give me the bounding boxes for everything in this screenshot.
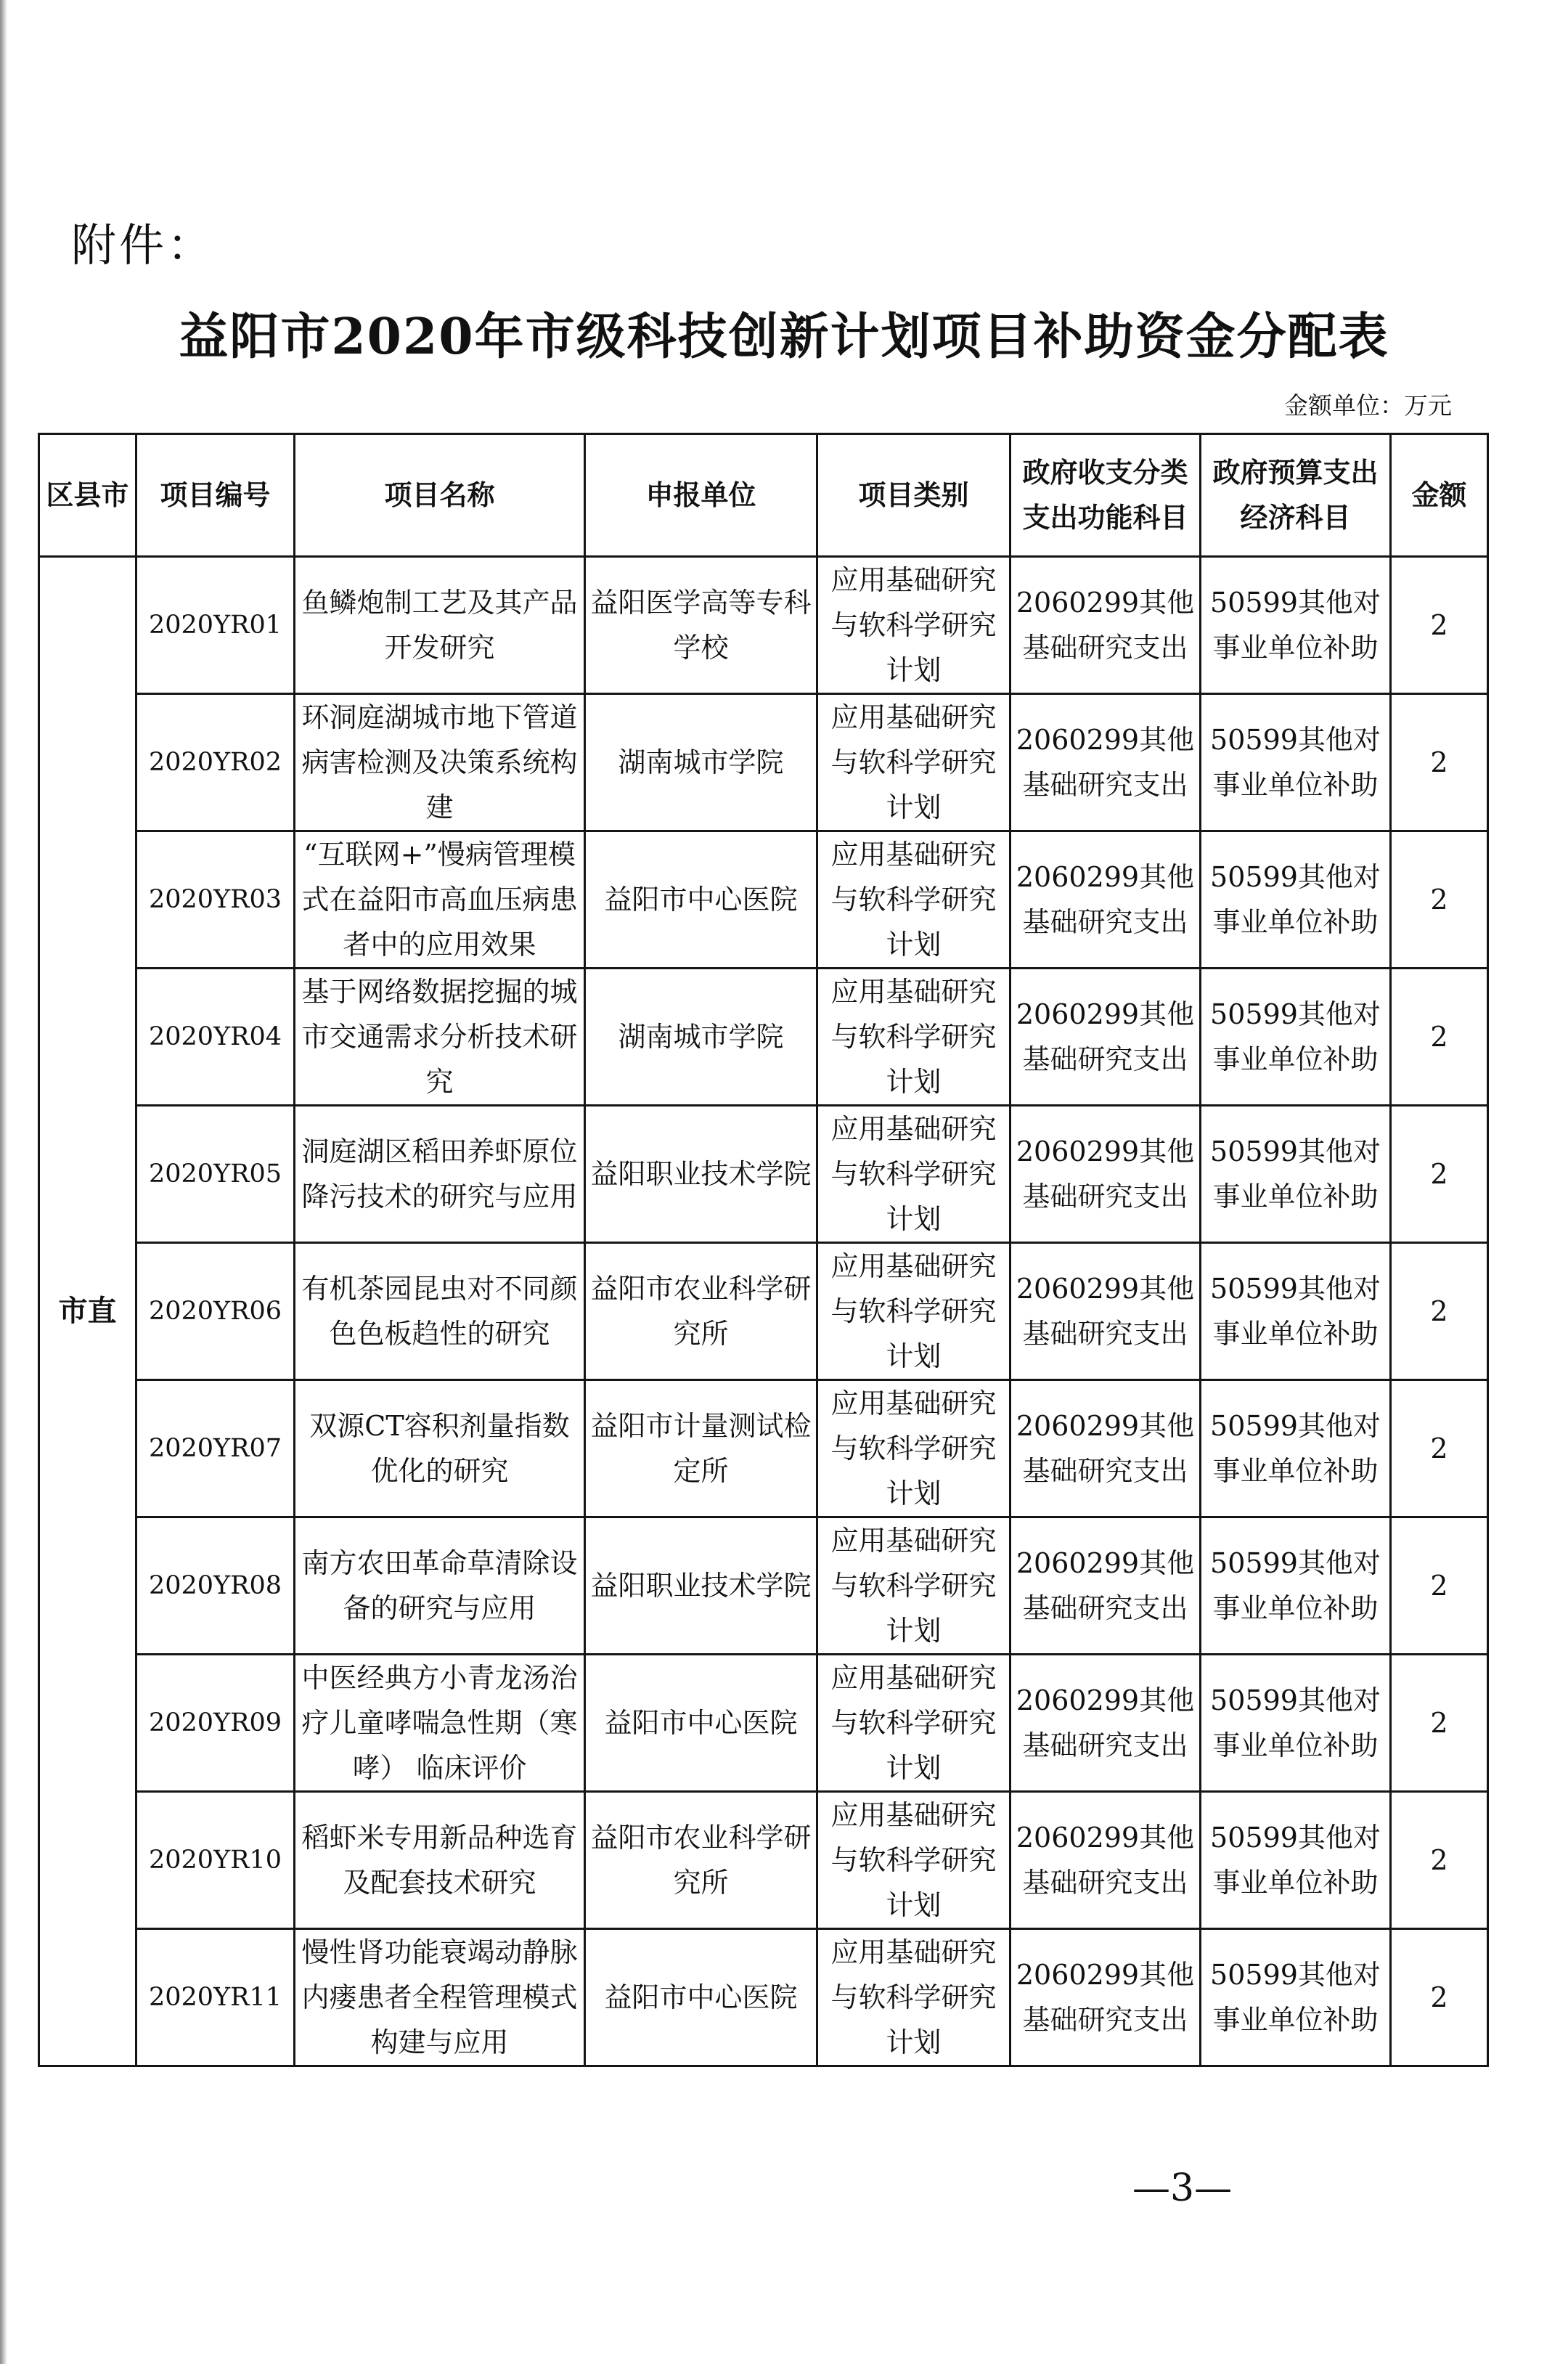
project-category-cell: 应用基础研究与软科学研究计划 — [817, 694, 1010, 831]
applicant-unit-cell: 益阳市计量测试检定所 — [585, 1380, 817, 1517]
function-subject-cell: 2060299其他基础研究支出 — [1010, 1106, 1201, 1243]
applicant-unit-cell: 益阳职业技术学院 — [585, 1106, 817, 1243]
project-category-cell: 应用基础研究与软科学研究计划 — [817, 1929, 1010, 2066]
allocation-table — [38, 433, 1489, 2067]
project-name-cell: 环洞庭湖城市地下管道病害检测及决策系统构建 — [295, 694, 585, 831]
page-title: 益阳市2020年市级科技创新计划项目补助资金分配表 — [179, 308, 1389, 366]
amount-cell: 2 — [1391, 1655, 1488, 1792]
table-row — [39, 1106, 1488, 1243]
economic-subject-cell: 50599其他对事业单位补助 — [1201, 969, 1391, 1106]
project-code-cell: 2020YR10 — [136, 1792, 295, 1929]
amount-cell: 2 — [1391, 969, 1488, 1106]
project-name-cell: 基于网络数据挖掘的城市交通需求分析技术研究 — [295, 969, 585, 1106]
economic-subject-cell: 50599其他对事业单位补助 — [1201, 1655, 1391, 1792]
applicant-unit-cell: 益阳市中心医院 — [585, 1929, 817, 2066]
function-subject-cell: 2060299其他基础研究支出 — [1010, 1243, 1201, 1380]
page-number: —3— — [1132, 2167, 1233, 2210]
function-subject-cell: 2060299其他基础研究支出 — [1010, 694, 1201, 831]
applicant-unit-cell: 益阳市中心医院 — [585, 831, 817, 969]
project-code-cell: 2020YR06 — [136, 1243, 295, 1380]
economic-subject-cell: 50599其他对事业单位补助 — [1201, 1517, 1391, 1655]
economic-subject-cell: 50599其他对事业单位补助 — [1201, 1106, 1391, 1243]
amount-cell: 2 — [1391, 1380, 1488, 1517]
project-category-cell: 应用基础研究与软科学研究计划 — [817, 831, 1010, 969]
function-subject-cell: 2060299其他基础研究支出 — [1010, 1929, 1201, 2066]
project-code-cell: 2020YR08 — [136, 1517, 295, 1655]
function-subject-cell: 2060299其他基础研究支出 — [1010, 1380, 1201, 1517]
economic-subject-cell: 50599其他对事业单位补助 — [1201, 1792, 1391, 1929]
economic-subject-cell: 50599其他对事业单位补助 — [1201, 1929, 1391, 2066]
applicant-unit-cell: 湖南城市学院 — [585, 969, 817, 1106]
project-category-cell: 应用基础研究与软科学研究计划 — [817, 1517, 1010, 1655]
amount-cell: 2 — [1391, 1929, 1488, 2066]
table-body — [39, 557, 1488, 2066]
attachment-label: 附件： — [71, 219, 216, 272]
column-header: 区县市 — [39, 434, 136, 557]
amount-cell: 2 — [1391, 831, 1488, 969]
project-category-cell: 应用基础研究与软科学研究计划 — [817, 1655, 1010, 1792]
function-subject-cell: 2060299其他基础研究支出 — [1010, 1655, 1201, 1792]
function-subject-cell: 2060299其他基础研究支出 — [1010, 1517, 1201, 1655]
project-code-cell: 2020YR11 — [136, 1929, 295, 2066]
table-header-row — [39, 434, 1488, 557]
column-header: 政府预算支出经济科目 — [1201, 434, 1391, 557]
project-code-cell: 2020YR01 — [136, 557, 295, 694]
function-subject-cell: 2060299其他基础研究支出 — [1010, 557, 1201, 694]
table-row — [39, 1655, 1488, 1792]
allocation-table-container — [38, 433, 1487, 2067]
project-code-cell: 2020YR02 — [136, 694, 295, 831]
economic-subject-cell: 50599其他对事业单位补助 — [1201, 694, 1391, 831]
project-category-cell: 应用基础研究与软科学研究计划 — [817, 1243, 1010, 1380]
project-code-cell: 2020YR03 — [136, 831, 295, 969]
applicant-unit-cell: 益阳医学高等专科学校 — [585, 557, 817, 694]
function-subject-cell: 2060299其他基础研究支出 — [1010, 969, 1201, 1106]
economic-subject-cell: 50599其他对事业单位补助 — [1201, 831, 1391, 969]
applicant-unit-cell: 湖南城市学院 — [585, 694, 817, 831]
column-header: 金额 — [1391, 434, 1488, 557]
amount-cell: 2 — [1391, 1792, 1488, 1929]
applicant-unit-cell: 益阳市农业科学研究所 — [585, 1243, 817, 1380]
economic-subject-cell: 50599其他对事业单位补助 — [1201, 1380, 1391, 1517]
table-row — [39, 969, 1488, 1106]
amount-cell: 2 — [1391, 1517, 1488, 1655]
applicant-unit-cell: 益阳市农业科学研究所 — [585, 1792, 817, 1929]
project-code-cell: 2020YR09 — [136, 1655, 295, 1792]
column-header: 项目编号 — [136, 434, 295, 557]
amount-cell: 2 — [1391, 557, 1488, 694]
project-category-cell: 应用基础研究与软科学研究计划 — [817, 1380, 1010, 1517]
project-name-cell: 慢性肾功能衰竭动静脉内瘘患者全程管理模式构建与应用 — [295, 1929, 585, 2066]
project-name-cell: 双源CT容积剂量指数优化的研究 — [295, 1380, 585, 1517]
table-row — [39, 557, 1488, 694]
function-subject-cell: 2060299其他基础研究支出 — [1010, 1792, 1201, 1929]
project-name-cell: 洞庭湖区稻田养虾原位降污技术的研究与应用 — [295, 1106, 585, 1243]
amount-cell: 2 — [1391, 1106, 1488, 1243]
amount-cell: 2 — [1391, 694, 1488, 831]
table-row — [39, 1380, 1488, 1517]
table-row — [39, 1929, 1488, 2066]
project-name-cell: 有机茶园昆虫对不同颜色色板趋性的研究 — [295, 1243, 585, 1380]
project-name-cell: “互联网+”慢病管理模式在益阳市高血压病患者中的应用效果 — [295, 831, 585, 969]
project-code-cell: 2020YR04 — [136, 969, 295, 1106]
amount-cell: 2 — [1391, 1243, 1488, 1380]
economic-subject-cell: 50599其他对事业单位补助 — [1201, 1243, 1391, 1380]
table-row — [39, 831, 1488, 969]
project-category-cell: 应用基础研究与软科学研究计划 — [817, 557, 1010, 694]
project-name-cell: 中医经典方小青龙汤治疗儿童哮喘急性期（寒哮） 临床评价 — [295, 1655, 585, 1792]
project-category-cell: 应用基础研究与软科学研究计划 — [817, 969, 1010, 1106]
table-row — [39, 694, 1488, 831]
applicant-unit-cell: 益阳职业技术学院 — [585, 1517, 817, 1655]
column-header: 申报单位 — [585, 434, 817, 557]
project-code-cell: 2020YR05 — [136, 1106, 295, 1243]
project-code-cell: 2020YR07 — [136, 1380, 295, 1517]
project-name-cell: 鱼鳞炮制工艺及其产品开发研究 — [295, 557, 585, 694]
project-category-cell: 应用基础研究与软科学研究计划 — [817, 1106, 1010, 1243]
project-category-cell: 应用基础研究与软科学研究计划 — [817, 1792, 1010, 1929]
column-header: 项目名称 — [295, 434, 585, 557]
applicant-unit-cell: 益阳市中心医院 — [585, 1655, 817, 1792]
table-row — [39, 1243, 1488, 1380]
function-subject-cell: 2060299其他基础研究支出 — [1010, 831, 1201, 969]
column-header: 政府收支分类支出功能科目 — [1010, 434, 1201, 557]
column-header: 项目类别 — [817, 434, 1010, 557]
unit-note: 金额单位：万元 — [1284, 391, 1452, 420]
economic-subject-cell: 50599其他对事业单位补助 — [1201, 557, 1391, 694]
table-row — [39, 1517, 1488, 1655]
project-name-cell: 南方农田革命草清除设备的研究与应用 — [295, 1517, 585, 1655]
table-row — [39, 1792, 1488, 1929]
project-name-cell: 稻虾米专用新品种选育及配套技术研究 — [295, 1792, 585, 1929]
district-cell: 市直 — [39, 557, 136, 2066]
